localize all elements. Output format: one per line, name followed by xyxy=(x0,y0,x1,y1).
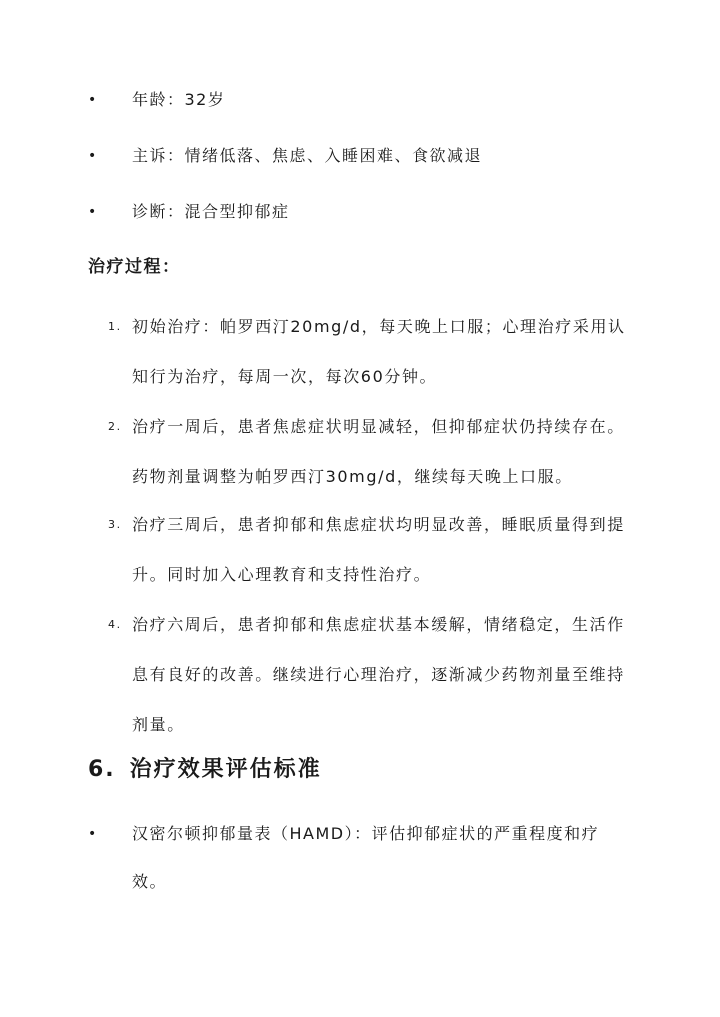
list-item-text: 汉密尔顿抑郁量表（HAMD）：评估抑郁症状的严重程度和疗效。 xyxy=(132,824,600,891)
treatment-heading: 治疗过程： xyxy=(88,257,181,277)
section-heading xyxy=(88,752,322,783)
section-title: 治疗效果评估标准 xyxy=(129,757,322,782)
treatment-step-2 xyxy=(108,402,628,502)
step-number: 2. xyxy=(108,420,122,433)
step-text: 治疗六周后，患者抑郁和焦虑症状基本缓解，情绪稳定，生活作息有良好的改善。继续进行心理治疗，逐渐减少药物剂量至维持剂量。 xyxy=(132,615,625,734)
section-number: 6. xyxy=(88,757,116,782)
list-item-text: 诊断：混合型抑郁症 xyxy=(132,202,290,221)
list-item-age xyxy=(88,74,628,126)
list-item-diagnosis xyxy=(88,186,628,238)
list-item-complaint xyxy=(88,130,628,182)
treatment-step-3 xyxy=(108,500,628,600)
list-item-text: 主诉：情绪低落、焦虑、入睡困难、食欲减退 xyxy=(132,146,483,165)
step-text: 治疗三周后，患者抑郁和焦虑症状均明显改善，睡眠质量得到提升。同时加入心理教育和支持性治疗。 xyxy=(132,515,625,584)
step-number: 1. xyxy=(108,320,122,333)
bullet-icon: • xyxy=(88,148,98,164)
step-number: 3. xyxy=(108,518,122,531)
treatment-step-1 xyxy=(108,302,628,402)
bullet-icon: • xyxy=(88,204,98,220)
list-item-hamd xyxy=(88,810,628,906)
step-number: 4. xyxy=(108,618,122,631)
bullet-icon: • xyxy=(88,826,98,842)
step-text: 初始治疗：帕罗西汀20mg/d，每天晚上口服；心理治疗采用认知行为治疗，每周一次，每次60分钟。 xyxy=(132,317,626,386)
list-item-text: 年龄：32岁 xyxy=(132,90,226,109)
step-text: 治疗一周后，患者焦虑症状明显减轻，但抑郁症状仍持续存在。药物剂量调整为帕罗西汀30mg/d，继续每天晚上口服。 xyxy=(132,417,625,486)
treatment-step-4 xyxy=(108,600,628,750)
bullet-icon: • xyxy=(88,92,98,108)
